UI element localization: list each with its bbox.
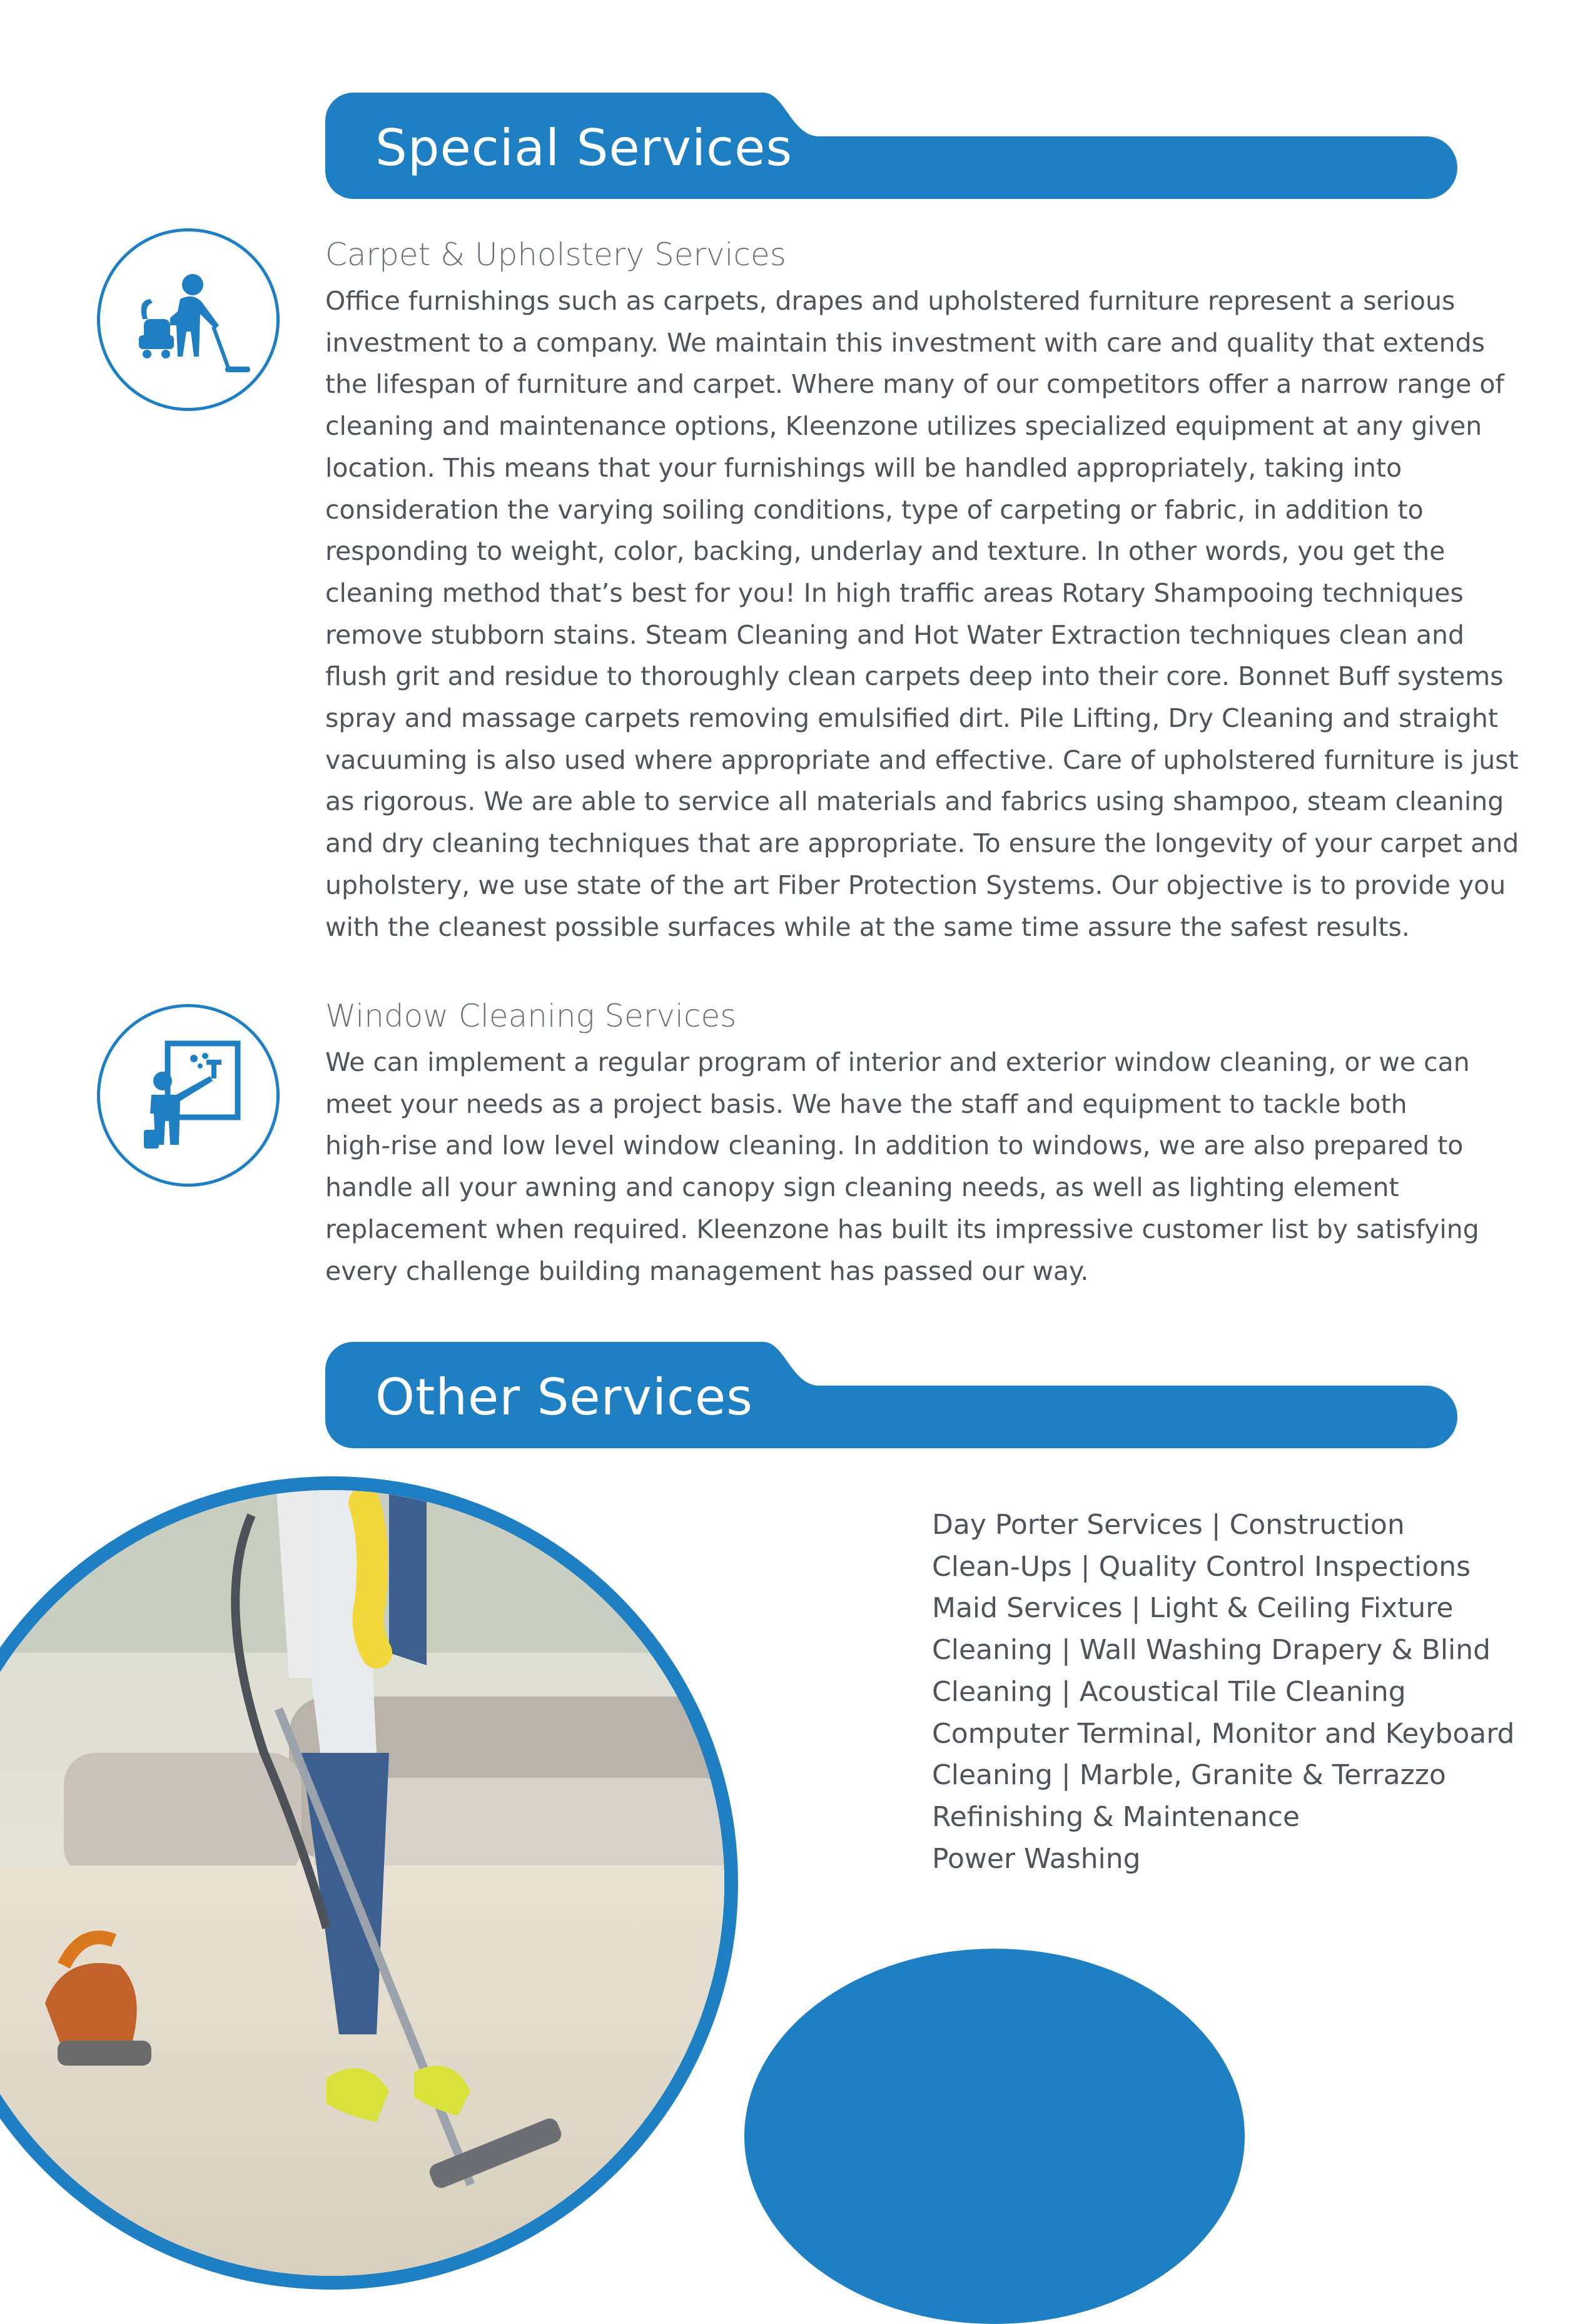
carpet-body-line: remove stubborn stains. Steam Cleaning and Hot Water Extraction techniques clean and <box>325 619 1465 650</box>
carpet-body-line: location. This means that your furnishings will be handled appropriately, taking into <box>325 452 1402 483</box>
window-body-line: We can implement a regular program of interior and exterior window cleaning, or we can <box>325 1047 1470 1077</box>
other-services-line: Power Washing <box>932 1842 1141 1875</box>
carpet-body-line: the lifespan of furniture and carpet. Where many of our competitors offer a narrow range of <box>325 369 1504 400</box>
other-services-line: Cleaning | Acoustical Tile Cleaning <box>932 1675 1406 1708</box>
carpet-body-line: spray and massage carpets removing emulsified dirt. Pile Lifting, Dry Cleaning and straight <box>325 703 1498 734</box>
other-services-line: Cleaning | Marble, Granite & Terrazzo <box>932 1759 1446 1792</box>
carpet-body-line: consideration the varying soiling conditions, type of carpeting or fabric, in addition to <box>325 494 1424 525</box>
carpet-body-line: responding to weight, color, backing, underlay and texture. In other words, you get the <box>325 536 1446 567</box>
special-services-title: Special Services <box>375 119 793 177</box>
carpet-body-line: and dry cleaning techniques that are appropriate. To ensure the longevity of your carpet and <box>325 828 1519 859</box>
window-services-heading: Window Cleaning Services <box>325 998 737 1034</box>
carpet-body-line: as rigorous. We are able to service all materials and fabrics using shampoo, steam cleaning <box>325 786 1504 817</box>
special-services-banner <box>325 93 1457 202</box>
window-body-line: every challenge building management has passed our way. <box>325 1256 1089 1286</box>
carpet-body-line: investment to a company. We maintain this investment with care and quality that extends <box>325 327 1486 358</box>
carpet-body-line: cleaning and maintenance options, Kleenzone utilizes specialized equipment at any given <box>325 411 1482 442</box>
window-body-line: replacement when required. Kleenzone has built its impressive customer list by satisfying <box>325 1214 1479 1244</box>
other-services-title: Other Services <box>375 1368 753 1426</box>
window-body-line: high-rise and low level window cleaning. In addition to windows, we are also prepared to <box>325 1130 1464 1161</box>
carpet-body-line: Office furnishings such as carpets, drapes and upholstered furniture represent a serious <box>325 286 1456 316</box>
carpet-body-line: flush grit and residue to thoroughly clean carpets deep into their core. Bonnet Buff systems <box>325 661 1504 692</box>
carpet-body-line: with the cleanest possible surfaces while at the same time assure the safest results. <box>325 911 1410 942</box>
other-services-line: Computer Terminal, Monitor and Keyboard <box>932 1717 1515 1750</box>
vacuum-worker-icon <box>97 228 280 411</box>
carpet-vacuuming-photo <box>0 1476 738 2290</box>
carpet-body-line: upholstery, we use state of the art Fiber Protection Systems. Our objective is to provide you <box>325 870 1506 900</box>
other-services-line: Maid Services | Light & Ceiling Fixture <box>932 1592 1454 1625</box>
decorative-blob <box>744 1949 1245 2324</box>
carpet-body-line: cleaning method that’s best for you! In high traffic areas Rotary Shampooing techniques <box>325 577 1464 608</box>
other-services-banner <box>325 1342 1457 1451</box>
other-services-line: Refinishing & Maintenance <box>932 1800 1300 1833</box>
window-body-line: meet your needs as a project basis. We have the staff and equipment to tackle both <box>325 1088 1407 1119</box>
carpet-body-line: vacuuming is also used where appropriate and effective. Care of upholstered furniture is just <box>325 744 1519 775</box>
window-cleaner-icon <box>97 1004 280 1187</box>
other-services-list <box>932 1505 1515 1880</box>
window-body-line: handle all your awning and canopy sign cleaning needs, as well as lighting element <box>325 1172 1399 1203</box>
other-services-line: Day Porter Services | Construction <box>932 1509 1405 1541</box>
other-services-line: Cleaning | Wall Washing Drapery & Blind <box>932 1634 1491 1667</box>
window-services-body <box>325 1042 1479 1292</box>
carpet-services-heading: Carpet & Upholstery Services <box>325 236 786 273</box>
other-services-line: Clean-Ups | Quality Control Inspections <box>932 1550 1471 1583</box>
carpet-services-body <box>325 280 1519 948</box>
